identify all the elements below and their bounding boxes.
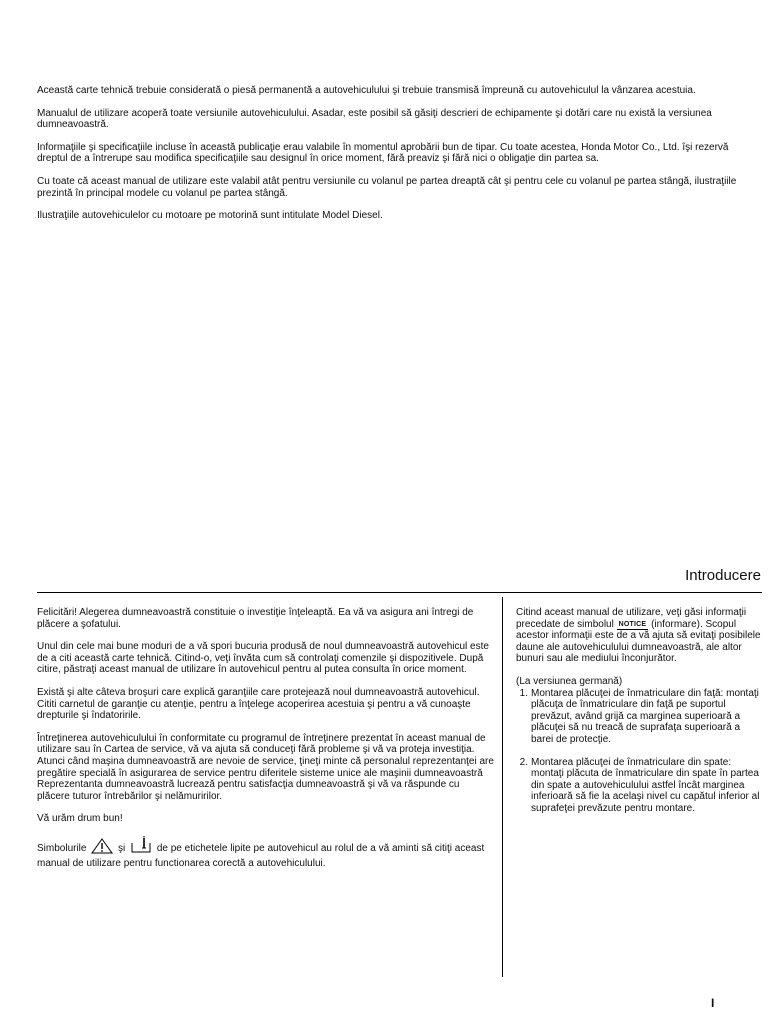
paragraph-versions: Manualul de utilizare acoperă toate versiunile autovehiculului. Asadar, este posibil să găsiţi descrieri de echipamente şi dotări care nu există la versiunea dumneavoastră.: [37, 107, 712, 131]
list-item-text: Montarea plăcuţei de înmatriculare din spate: montaţi plăcuta de înmatriculare din spate în partea din spate a autovehiculului astfel încât marginea inferioară să fie la acelaşi nivel cu capătul inferior al suprafeţei prevăzute pentru montare.: [531, 756, 760, 814]
section-rule: [37, 592, 762, 593]
list-item-text: Montarea plăcuţei de înmatriculare din faţă: montaţi plăcuţa de înmatriculare din faţă pe suportul prevăzut, având grijă ca marginea superioară a plăcuţei să nu treacă de suprafaţa superioară a barei de protecţie.: [531, 687, 759, 745]
list-item: [516, 688, 762, 746]
symbols-and: şi: [118, 842, 126, 854]
paragraph-permanent-part: Această carte tehnică trebuie considerată o piesă permanentă a autovehiculului şi trebuie transmisă împreună cu autovehiculul la vânzarea acestuia.: [37, 85, 696, 96]
paragraph-maintenance: Întreţinerea autovehiculului în conformitate cu programul de întreţinere prezentat în aceast manual de utilizare sau în Cartea de service, vă va ajuta să conduceţi fără probleme şi vă va proteja investiţia. Atunci când maşina dumneavoastră are nevoie de service, ţineţi minte că personalul reprezentanţei are pregătire specială în asigurarea de service pentru diferitele sisteme unice ale maşinii dumneavoastră Reprezentanta dumneavoastră lucrează pentru satisfacţia dumneavoastră şi vă va răspunde cu plăcere tuturor întrebărilor şi nelămuririlor.: [37, 732, 494, 802]
top-notes: [37, 85, 759, 233]
paragraph-notice: [516, 607, 762, 665]
intro-right-column: [516, 607, 762, 826]
plate-instructions-list: [516, 688, 762, 815]
column-divider: [502, 597, 503, 977]
paragraph-steering-side: Cu toate că aceast manual de utilizare este valabil atât pentru versiunile cu volanul pe partea dreaptă cât şi pentru cele cu volanul pe partea stângă, ilustraţiile prezintă în principal modele cu volanul pe partea stângă.: [37, 175, 737, 199]
paragraph-good-drive: Vă urăm drum bun!: [37, 813, 123, 825]
warning-triangle-icon: [91, 838, 113, 858]
paragraph-specifications: Informaţiile şi specificaţiile incluse în această publicaţie erau valabile în momentul aprobării bun de tipar. Cu toate acestea, Honda Motor Co., Ltd. îşi rezervă dreptul de a întrerupe sau modifica specificaţiile sau designul în orice moment, fără preaviz şi fără nici o obligaţie din partea sa.: [37, 141, 729, 165]
section-title: Introducere: [685, 567, 761, 584]
paragraph-warranty: Există şi alte câteva broşuri care explică garanţiile care protejează noul dumneavoastră autovehicul. Cititi carnetul de garanţie cu atenţie, pentru a înţelege acoperirea acestuia şi pentru a vă cunoaşte drepturile şi îndatoririle.: [37, 686, 480, 722]
list-item-number: 2.: [519, 756, 528, 768]
list-item-number: 1.: [519, 687, 528, 699]
page-number: I: [711, 996, 715, 1010]
paragraph-congratulations: Felicitări! Alegerea dumneavoastră constituie o investiţie înţeleaptă. Ea vă va asigura ani întregi de plăcere a şofatului.: [37, 607, 474, 630]
list-item: [516, 757, 762, 815]
paragraph-diesel: Ilustraţiile autovehiculelor cu motoare pe motorină sunt intitulate Model Diesel.: [37, 210, 383, 222]
paragraph-read-manual: Unul din cele mai bune moduri de a vă spori bucuria produsă de noul dumneavoastră autovehicul este de a citi această carte tehnică. Citind-o, veţi învăta cum să controlaţi comenzile şi dispozitivele. După citire, păstraţi aceast manual de utilizare în autovehicul pentru al putea consulta în orice moment.: [37, 641, 489, 676]
symbols-suffix: de pe etichetele lipite pe autovehicul au rolul de a vă aminti să citiţi aceast manual de utilizare pentru functionarea corectă a autovehiculului.: [37, 842, 485, 869]
symbols-prefix: Simbolurile: [37, 842, 87, 854]
notice-intro-b: (informare). Scopul acestor informaţii este de a vă ajuta să evitaţi posibilele daune ale autovehiculului dumneavoastră, ale altor bunuri sau ale mediului înconjurător.: [516, 618, 761, 665]
intro-left-column: [37, 607, 495, 880]
notice-intro-a: Citind aceast manual de utilizare, veţi găsi informaţii precedate de simbolul: [516, 607, 747, 630]
paragraph-symbols: [37, 836, 495, 869]
version-label: (La versiunea germană): [516, 675, 623, 687]
read-manual-icon: [130, 836, 152, 858]
notice-badge: NOTICE: [618, 620, 647, 628]
